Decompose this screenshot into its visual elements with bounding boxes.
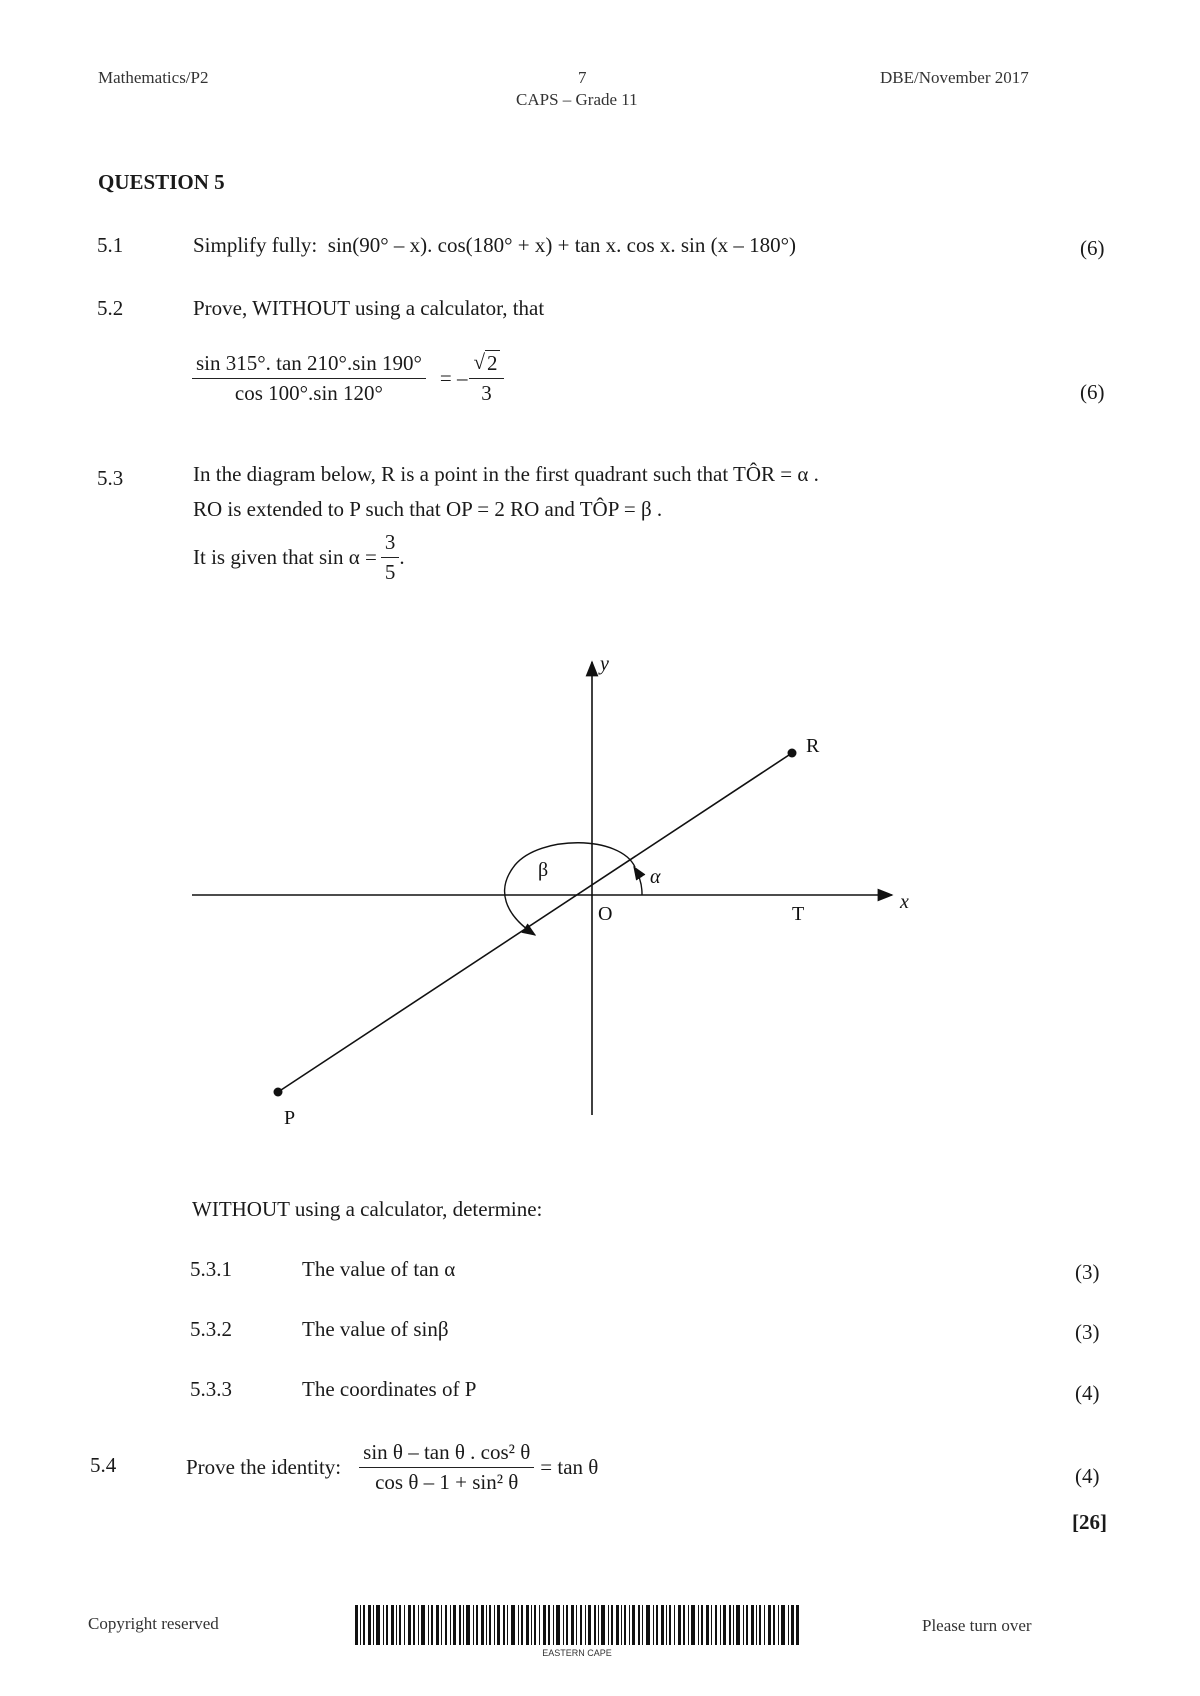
q5-2-equation (192, 350, 504, 406)
q5-4-numerator: sin θ – tan θ . cos² θ (359, 1440, 534, 1468)
footer-turn-over: Please turn over (922, 1616, 1032, 1635)
q5-3-line1: In the diagram below, R is a point in the first quadrant such that TÔR = α . (193, 462, 819, 486)
q5-1-mark: (6) (1080, 236, 1105, 260)
q5-3-3-number: 5.3.3 (190, 1377, 232, 1401)
q5-2-number: 5.2 (97, 296, 124, 320)
q5-2-lhs-fraction (192, 351, 426, 406)
label-P: P (284, 1107, 296, 1129)
q5-2-rhs-denominator: 3 (481, 381, 492, 405)
point-R (788, 749, 797, 758)
q5-3-line3-end: . (399, 545, 405, 569)
q5-4-equation (186, 1440, 598, 1495)
label-x: x (900, 891, 909, 913)
label-y: y (600, 653, 609, 675)
alpha-arc (634, 867, 642, 895)
q5-3-1-text: The value of tan α (302, 1257, 456, 1281)
q5-3-3-mark: (4) (1075, 1381, 1100, 1405)
q5-3-sin-denominator: 5 (384, 560, 396, 584)
q5-2-rhs-sign: = – (439, 365, 468, 390)
barcode-bars (355, 1605, 799, 1645)
line-PR (278, 753, 792, 1092)
q5-3-1-number: 5.3.1 (190, 1257, 232, 1281)
q5-4-fraction (359, 1440, 534, 1495)
sqrt-symbol: √ (473, 350, 485, 374)
q5-2-lhs-numerator: sin 315°. tan 210°.sin 190° (192, 351, 426, 379)
total-marks: [26] (1072, 1510, 1107, 1534)
header-subject: Mathematics/P2 (98, 68, 209, 87)
q5-3-line2: RO is extended to P such that OP = 2 RO and TÔP = β . (193, 497, 663, 521)
q5-2-mark: (6) (1080, 380, 1105, 404)
q5-1-lead: Simplify fully: (193, 233, 318, 257)
question-title: QUESTION 5 (98, 170, 225, 194)
q5-3-1-mark: (3) (1075, 1260, 1100, 1284)
q5-4-mark: (4) (1075, 1464, 1100, 1488)
label-R: R (806, 735, 820, 757)
q5-1-text (193, 233, 796, 258)
barcode-caption: EASTERN CAPE (542, 1648, 612, 1657)
q5-1-expression: sin(90° – x). cos(180° + x) + tan x. cos x. sin (x – 180°) (327, 233, 797, 257)
q5-4-rhs: = tan θ (540, 1455, 599, 1479)
q5-1-number: 5.1 (97, 233, 124, 257)
footer-copyright: Copyright reserved (88, 1614, 219, 1633)
q5-2-rhs-fraction (469, 350, 503, 406)
q5-2-rhs-radicand: 2 (487, 351, 498, 375)
q5-3-2-mark: (3) (1075, 1320, 1100, 1344)
q5-3-sin-numerator: 3 (381, 530, 400, 558)
q5-3-number: 5.3 (97, 466, 124, 490)
q5-3-sin-fraction (381, 530, 400, 585)
q5-3-2-text: The value of sinβ (302, 1317, 449, 1341)
label-T: T (792, 903, 805, 925)
label-O: O (598, 903, 613, 925)
q5-4-lead: Prove the identity: (186, 1455, 342, 1479)
q5-4-number: 5.4 (90, 1453, 117, 1477)
trig-diagram (180, 640, 940, 1140)
q5-4-denominator: cos θ – 1 + sin² θ (375, 1470, 519, 1494)
header-caps-grade: CAPS – Grade 11 (516, 90, 638, 109)
label-beta: β (538, 859, 549, 881)
label-alpha: α (650, 866, 661, 888)
barcode (355, 1605, 800, 1657)
beta-arc (505, 843, 635, 935)
header-page-number: 7 (578, 68, 587, 87)
q5-2-text: Prove, WITHOUT using a calculator, that (193, 296, 545, 320)
q5-3-line3-lead: It is given that sin α = (193, 545, 377, 569)
q5-3-line3 (193, 530, 405, 585)
q5-3-3-text: The coordinates of P (302, 1377, 477, 1401)
q5-2-lhs-denominator: cos 100°.sin 120° (234, 380, 383, 405)
q5-3-2-number: 5.3.2 (190, 1317, 232, 1341)
q5-2-rhs-numerator (469, 350, 503, 379)
point-P (274, 1088, 283, 1097)
header-date: DBE/November 2017 (880, 68, 1029, 87)
q5-3-instruction: WITHOUT using a calculator, determine: (192, 1197, 543, 1221)
